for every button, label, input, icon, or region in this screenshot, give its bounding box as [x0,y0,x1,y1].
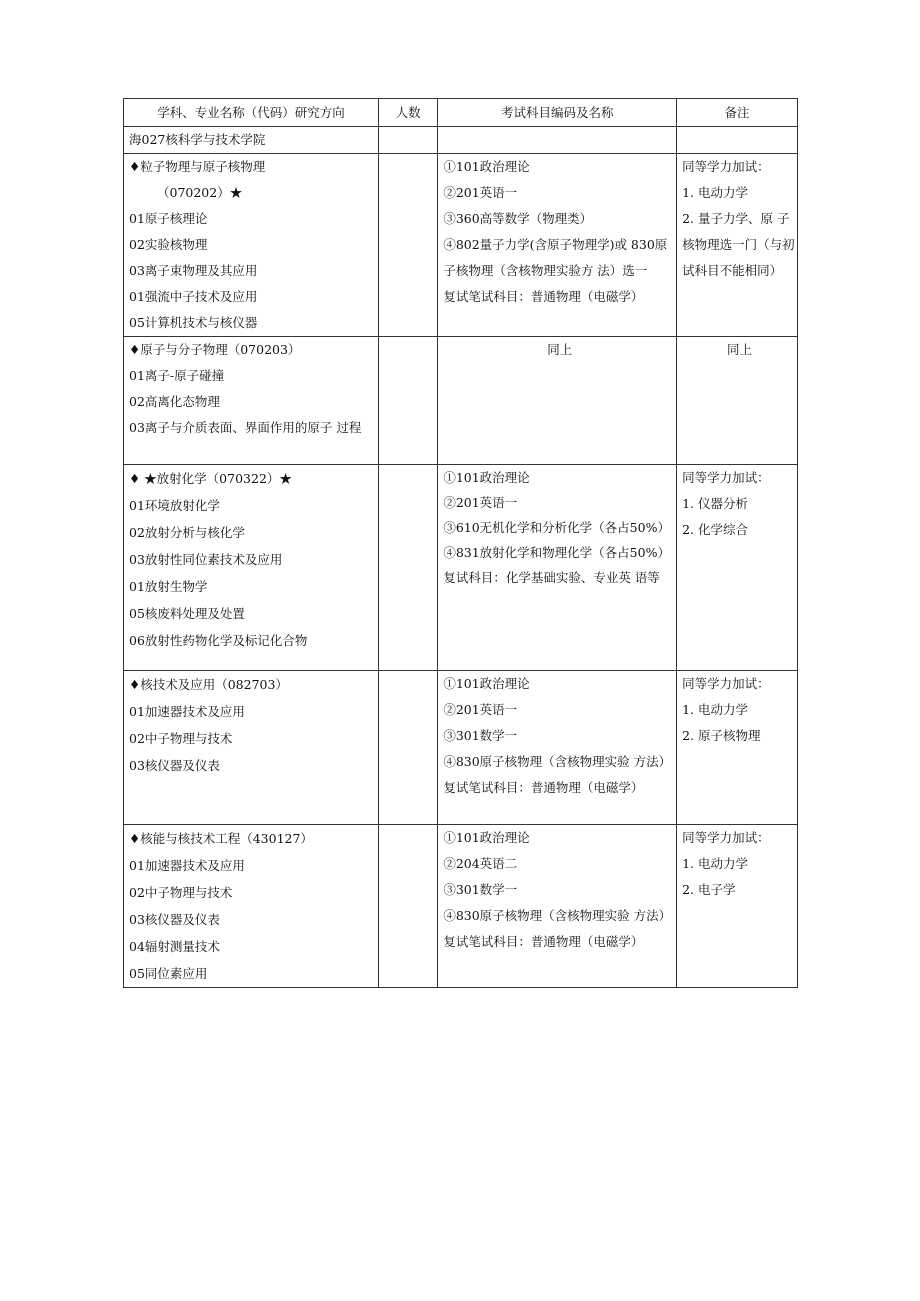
table-row [124,154,798,337]
school-row [124,127,798,154]
subjects-cell [438,825,677,988]
direction: 02中子物理与技术 [129,885,233,900]
major-title: ♦核能与核技术工程（430127） [129,831,313,846]
direction: 05同位素应用 [129,966,208,981]
notes-cell [677,671,798,825]
notes-same: 同上 [677,337,798,465]
major-code: （070202）★ [157,185,243,200]
direction: 01离子-原子碰撞 [129,368,225,383]
direction: 02高离化态物理 [129,394,220,409]
subject: ④831放射化学和物理化学（各占50%） [443,545,670,560]
notes-cell [677,154,798,337]
direction: 01放射生物学 [129,579,208,594]
major-title: ♦粒子物理与原子核物理 [129,159,266,174]
major-cell [124,337,379,465]
retest-subject: 复试笔试科目：普通物理（电磁学） [443,934,644,949]
direction: 01加速器技术及应用 [129,704,245,719]
note: 2. 化学综合 [682,522,748,537]
direction: 03核仪器及仪表 [129,758,220,773]
note: 同等学力加试： [682,676,770,691]
header-major: 学科、专业名称（代码）研究方向 [124,99,379,127]
direction: 01原子核理论 [129,211,208,226]
subject: ③610无机化学和分析化学（各占50%） [443,520,670,535]
table-row [124,825,798,988]
major-title: ♦ ★放射化学（070322）★ [129,471,292,486]
retest-subject: 复试笔试科目：普通物理（电磁学） [443,289,644,304]
note: 1. 电动力学 [682,185,748,200]
enrollment-table [123,98,798,988]
subject: ④830原子核物理（含核物理实验 方法） [443,754,672,769]
note: 1. 电动力学 [682,702,748,717]
direction: 05计算机技术与核仪器 [129,315,258,330]
direction: 06放射性药物化学及标记化合物 [129,633,308,648]
subject: ④802量子力学(含原子物理学)或 830原子核物理（含核物理实验方 法）选一 [443,237,668,278]
header-row [124,99,798,127]
subject: ②201英语一 [443,702,518,717]
subject: ④830原子核物理（含核物理实验 方法） [443,908,672,923]
note: 2. 量子力学、原 子核物理选一门（与初试科目不能相同） [682,211,795,278]
note: 同等学力加试： [682,159,770,174]
school-name: 海027核科学与技术学院 [124,127,379,154]
note: 2. 电子学 [682,882,736,897]
major-cell [124,154,379,337]
header-subjects: 考试科目编码及名称 [438,99,677,127]
count-cell [378,825,437,988]
note: 1. 仪器分析 [682,496,748,511]
subject: ②204英语二 [443,856,518,871]
direction: 03核仪器及仪表 [129,912,220,927]
subject: ③301数学一 [443,728,518,743]
major-cell [124,671,379,825]
table-row [124,337,798,465]
count-cell [378,154,437,337]
major-cell [124,465,379,671]
subjects-cell [438,465,677,671]
note: 2. 原子核物理 [682,728,761,743]
direction: 03离子与介质表面、界面作用的原子 过程 [129,420,362,435]
count-cell [378,337,437,465]
direction: 01环境放射化学 [129,498,220,513]
subject: ③360高等数学（物理类） [443,211,593,226]
table-row [124,465,798,671]
table-row [124,671,798,825]
notes-cell [677,465,798,671]
subjects-cell [438,671,677,825]
note: 1. 电动力学 [682,856,748,871]
direction: 03离子束物理及其应用 [129,263,258,278]
direction: 04辐射测量技术 [129,939,220,954]
subject: ②201英语一 [443,495,518,510]
subject: ①101政治理论 [443,159,530,174]
subject: ①101政治理论 [443,470,530,485]
direction: 01加速器技术及应用 [129,858,245,873]
note: 同等学力加试： [682,830,770,845]
major-title: ♦原子与分子物理（070203） [129,342,301,357]
note: 同等学力加试： [682,470,770,485]
count-cell [378,465,437,671]
direction: 02中子物理与技术 [129,731,233,746]
subject: ③301数学一 [443,882,518,897]
subject: ①101政治理论 [443,676,530,691]
major-cell [124,825,379,988]
retest-subject: 复试笔试科目：普通物理（电磁学） [443,780,644,795]
subjects-cell [438,154,677,337]
major-title: ♦核技术及应用（082703） [129,677,288,692]
retest-subject: 复试科目：化学基础实验、专业英 语等 [443,570,660,585]
direction: 02放射分析与核化学 [129,525,245,540]
direction: 05核废料处理及处置 [129,606,245,621]
direction: 03放射性同位素技术及应用 [129,552,283,567]
count-cell [378,671,437,825]
direction: 02实验核物理 [129,237,208,252]
notes-cell [677,825,798,988]
header-notes: 备注 [677,99,798,127]
subject: ②201英语一 [443,185,518,200]
subjects-same: 同上 [438,337,677,465]
direction: 01强流中子技术及应用 [129,289,258,304]
header-count: 人数 [378,99,437,127]
subject: ①101政治理论 [443,830,530,845]
